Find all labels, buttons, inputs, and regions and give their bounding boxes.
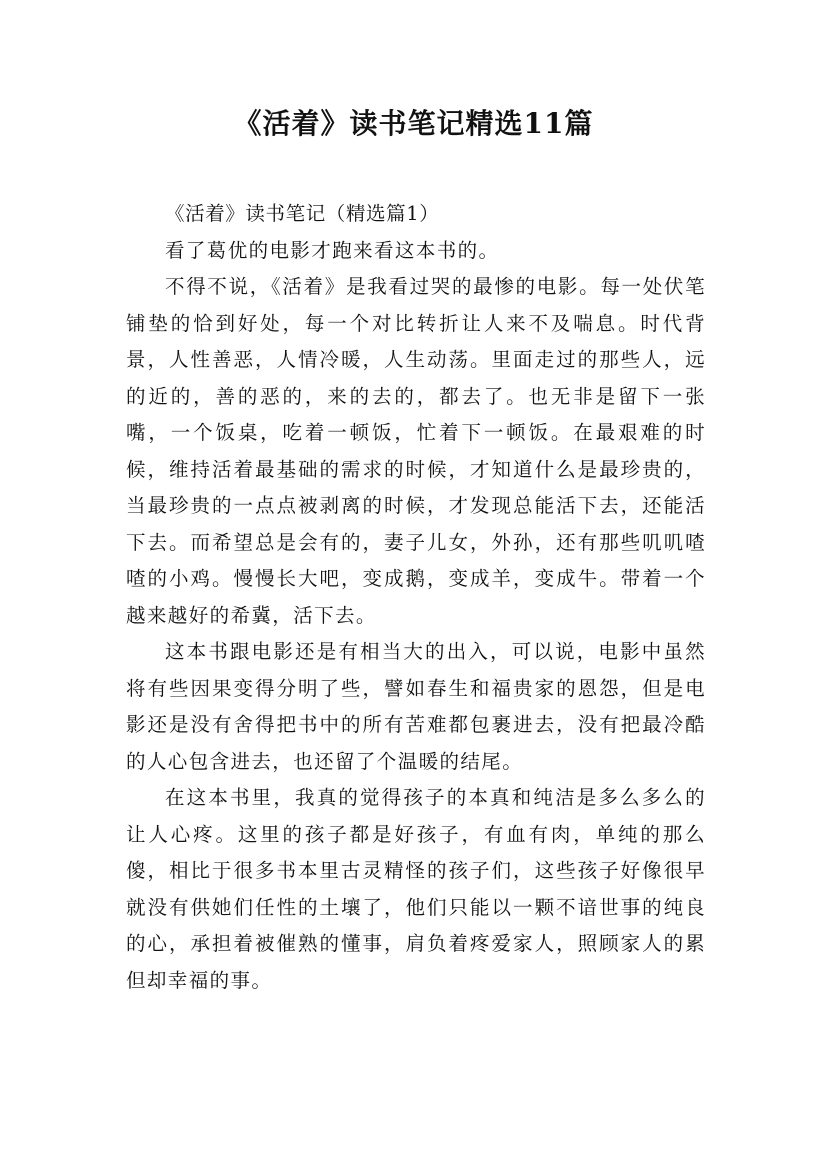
paragraph: 这本书跟电影还是有相当大的出入，可以说，电影中虽然将有些因果变得分明了些，譬如春生和福贵家的恩怨，但是电影还是没有舍得把书中的所有苦难都包裹进去，没有把最冷酷的人心包含进去，也还留了个温暖的结尾。 xyxy=(126,640,706,773)
section-heading: 《活着》读书笔记（精选篇1） xyxy=(165,202,440,225)
paragraph: 在这本书里，我真的觉得孩子的本真和纯洁是多么多么的让人心疼。这里的孩子都是好孩子，有血有肉，单纯的那么傻，相比于很多书本里古灵精怪的孩子们，这些孩子好像很早就没有供她们任性的土壤了，他们只能以一颗不谙世事的纯良的心，承担着被催熟的懂事，肩负着疼爱家人，照顾家人的累但却幸福的事。 xyxy=(126,786,706,992)
document-body xyxy=(126,196,706,999)
document-title: 《活着》读书笔记精选11篇 xyxy=(233,107,594,140)
paragraph: 看了葛优的电影才跑来看这本书的。 xyxy=(165,238,500,262)
paragraph: 不得不说，《活着》是我看过哭的最惨的电影。每一处伏笔铺垫的恰到好处，每一个对比转折让人来不及喘息。时代背景，人性善恶，人情冷暖，人生动荡。里面走过的那些人，远的近的，善的恶的，来的去的，都去了。也无非是留下一张嘴，一个饭桌，吃着一顿饭，忙着下一顿饭。在最艰难的时候，维持活着最基础的需求的时候，才知道什么是最珍贵的，当最珍贵的一点点被剥离的时候，才发现总能活下去，还能活下去。而希望总是会有的，妻子儿女，外孙，还有那些叽叽喳喳的小鸡。慢慢长大吧，变成鹅，变成羊，变成牛。带着一个越来越好的希冀，活下去。 xyxy=(126,275,706,627)
